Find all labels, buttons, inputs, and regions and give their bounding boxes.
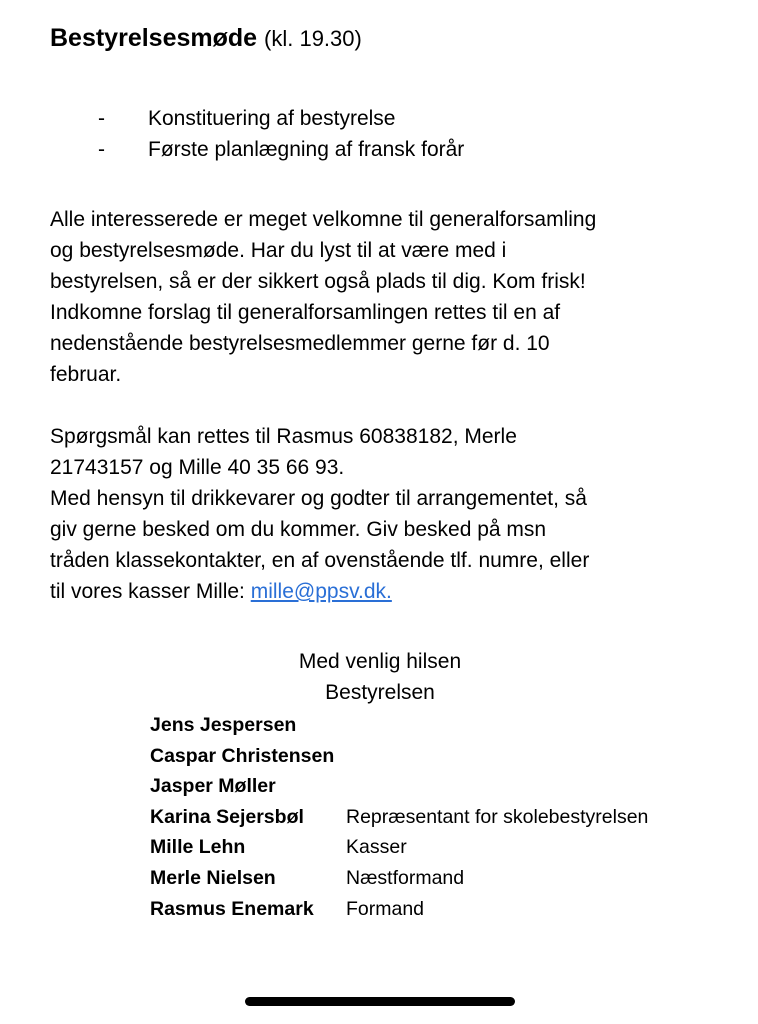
text-line: bestyrelsen, så er der sikkert også plads til dig. Kom frisk! — [50, 270, 586, 293]
home-indicator[interactable] — [245, 997, 515, 1006]
email-link[interactable]: mille@ppsv.dk. — [250, 580, 392, 603]
text-line: tråden klassekontakter, en af ovenstående tlf. numre, eller — [50, 549, 590, 572]
text-line: til vores kasser Mille: — [50, 580, 251, 603]
member-name: Jens Jespersen — [150, 714, 297, 736]
greeting: Med venlig hilsen — [298, 650, 462, 673]
bullet-dash: - — [98, 107, 105, 130]
contact-paragraph — [50, 421, 730, 607]
invitation-paragraph — [50, 204, 730, 390]
text-line: 21743157 og Mille 40 35 66 93. — [50, 456, 345, 479]
agenda-item-label: Første planlægning af fransk forår — [148, 138, 465, 161]
document — [50, 20, 730, 924]
member-role: Repræsentant for skolebestyrelsen — [346, 805, 649, 828]
text-line: og bestyrelsesmøde. Har du lyst til at være med i — [50, 239, 507, 262]
member-name: Karina Sejersbøl — [150, 805, 304, 828]
text-line: februar. — [50, 363, 122, 386]
agenda-item — [50, 134, 730, 165]
member-name: Rasmus Enemark — [150, 897, 314, 920]
member-name: Caspar Christensen — [150, 744, 335, 767]
member-role: Næstformand — [346, 866, 465, 889]
member-row — [150, 863, 648, 894]
member-name: Mille Lehn — [150, 836, 246, 859]
member-row — [150, 741, 648, 772]
text-line: nedenstående bestyrelsesmedlemmer gerne før d. 10 — [50, 332, 550, 355]
page-title — [50, 20, 730, 57]
text-line: Alle interesserede er meget velkomne til generalforsamling — [50, 208, 597, 231]
member-name: Merle Nielsen — [150, 866, 276, 889]
member-name: Jasper Møller — [150, 775, 276, 798]
member-row — [150, 771, 648, 802]
text-line: Spørgsmål kan rettes til Rasmus 60838182, Merle — [50, 425, 517, 448]
member-role — [346, 741, 648, 772]
board-members-table — [150, 710, 648, 924]
text-line: Med hensyn til drikkevarer og godter til arrangementet, så — [50, 487, 587, 510]
agenda-list — [50, 103, 730, 165]
agenda-item — [50, 103, 730, 134]
member-role: Formand — [346, 897, 425, 920]
member-role: Kasser — [346, 836, 407, 859]
text-line: Indkomne forslag til generalforsamlingen rettes til en af — [50, 301, 561, 324]
member-role — [346, 771, 648, 802]
signature: Bestyrelsen — [325, 681, 435, 704]
member-row — [150, 710, 648, 741]
meeting-title: Bestyrelsesmøde — [50, 24, 258, 52]
member-role — [346, 710, 648, 741]
text-line: giv gerne besked om du kommer. Giv besked på msn — [50, 518, 547, 541]
meeting-time: (kl. 19.30) — [264, 26, 362, 51]
agenda-item-label: Konstituering af bestyrelse — [148, 107, 396, 130]
member-row — [150, 832, 648, 863]
closing — [50, 646, 710, 708]
member-row — [150, 894, 648, 925]
member-row — [150, 802, 648, 833]
bullet-dash: - — [98, 138, 105, 161]
